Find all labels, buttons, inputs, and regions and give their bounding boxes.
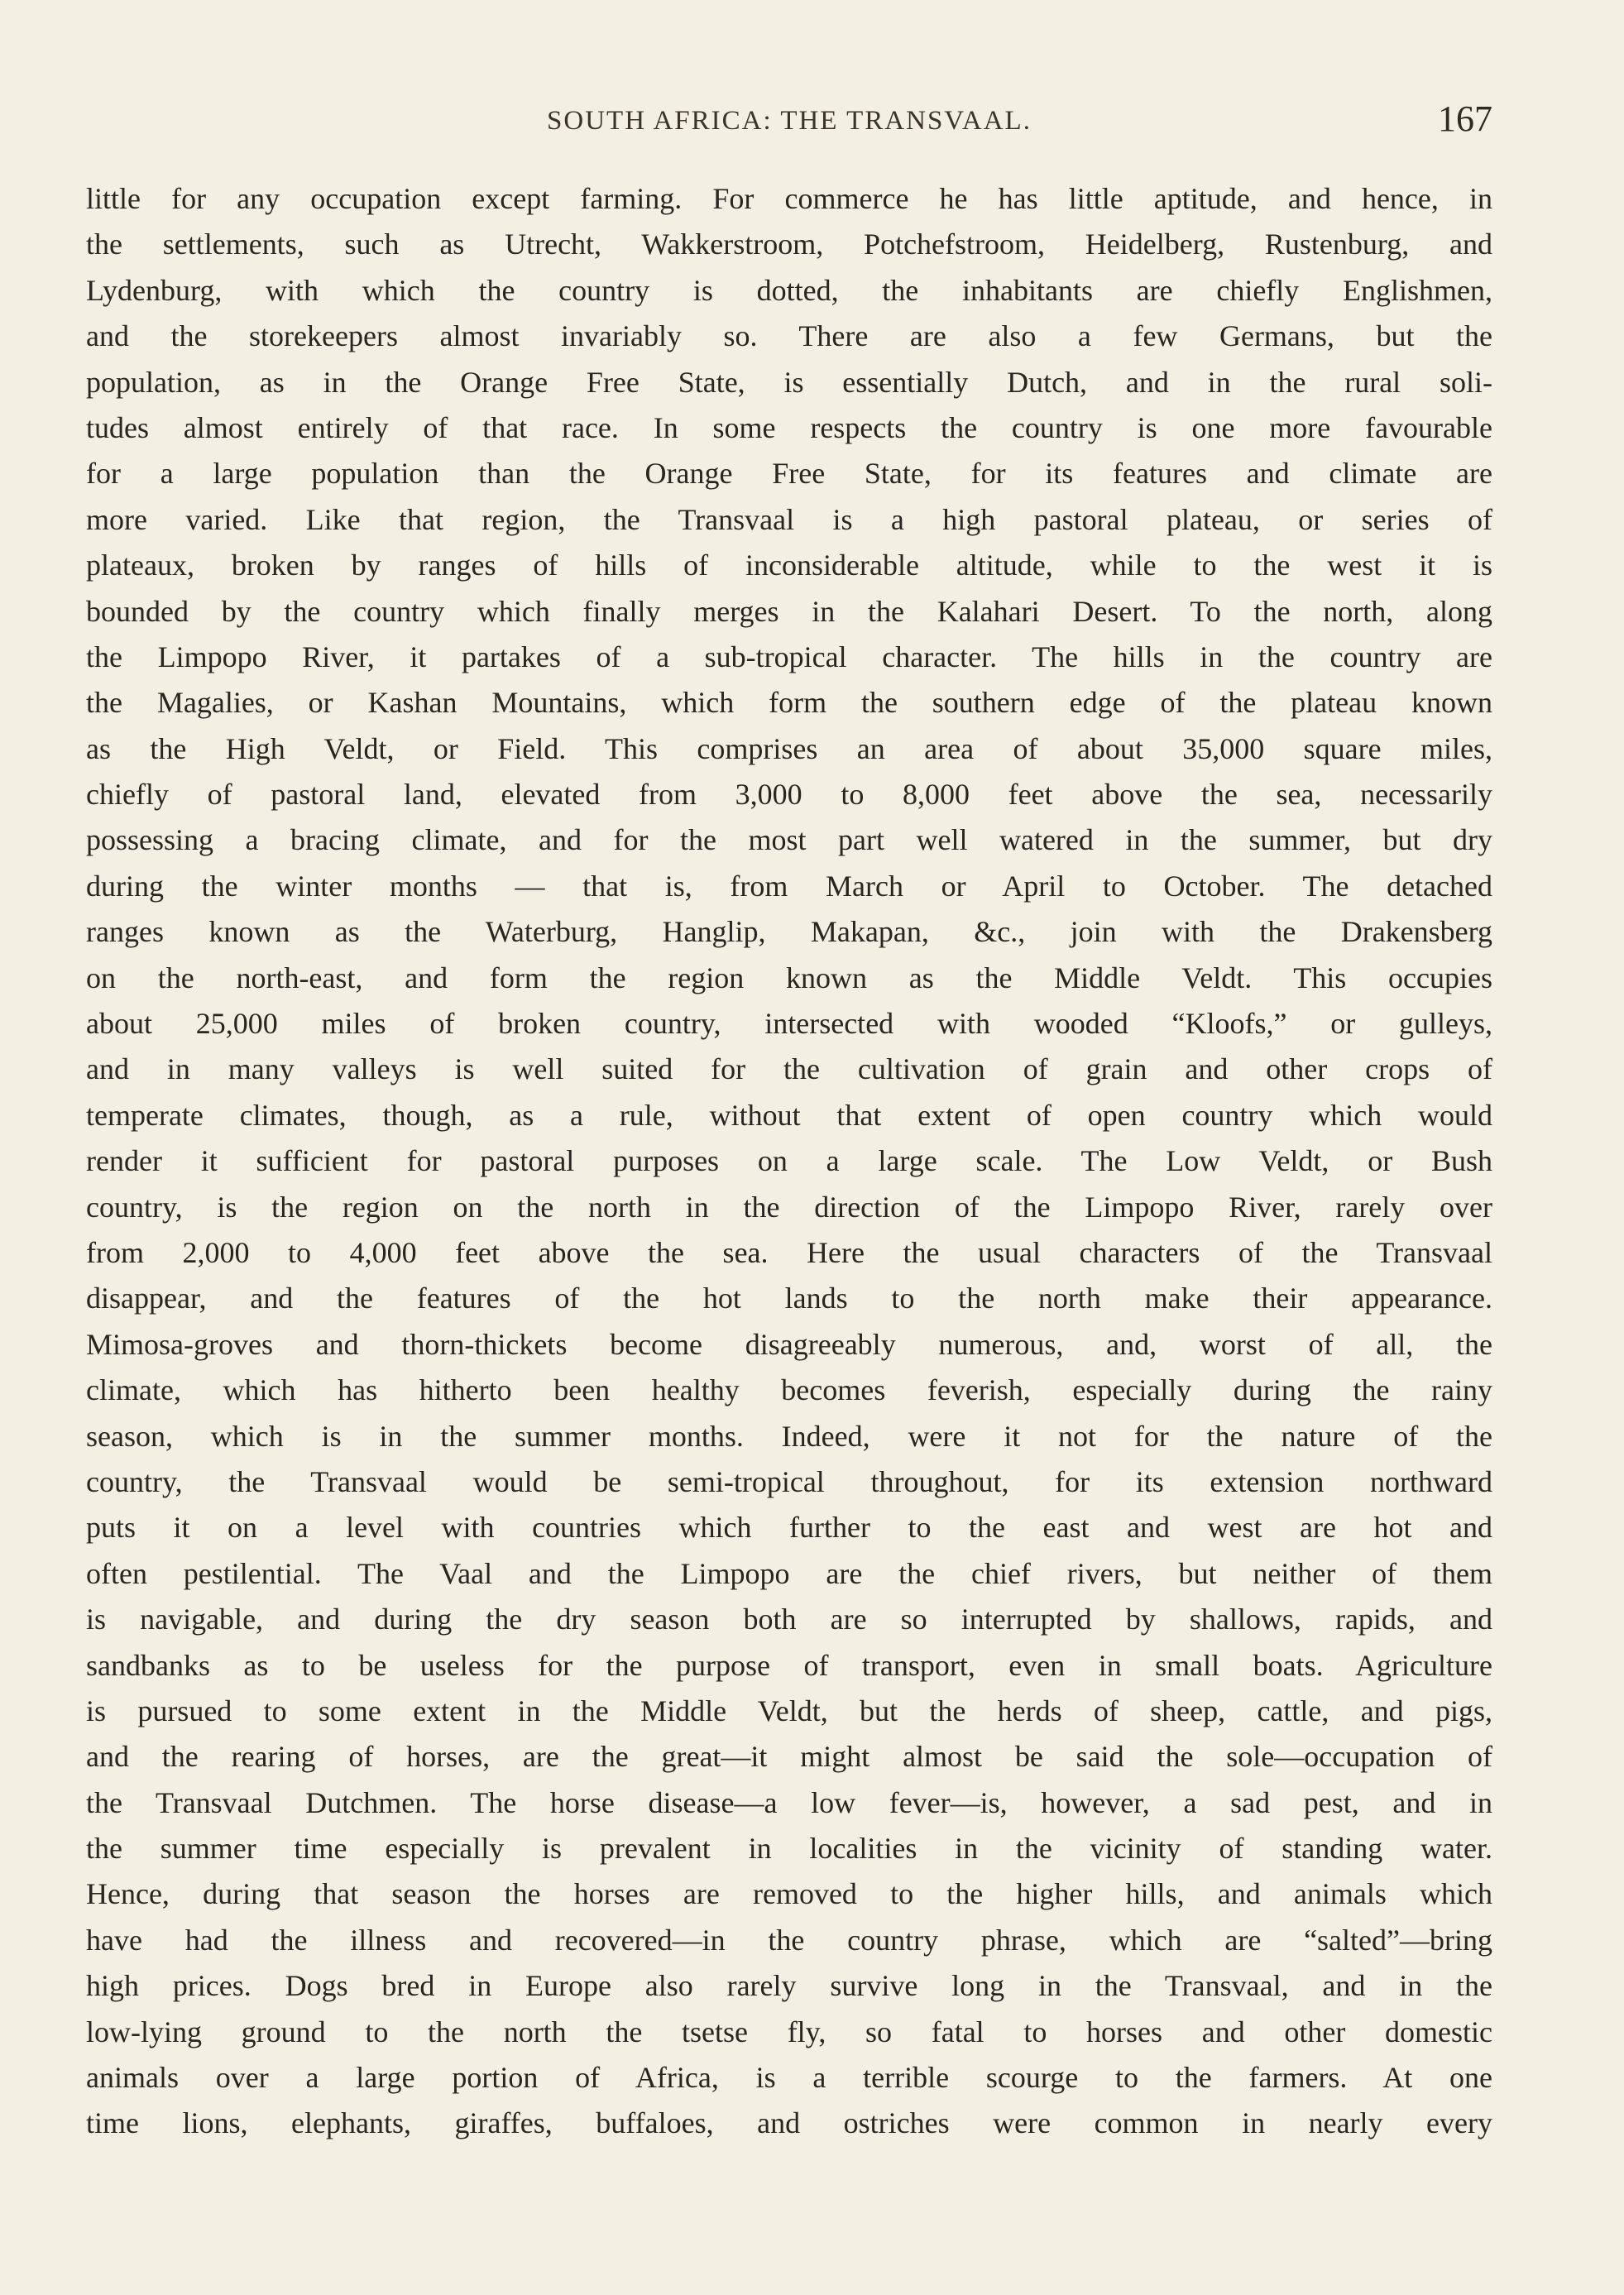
text-line: and the storekeepers almost invariably so. There are also a few Germans, but the: [86, 319, 1492, 353]
body-text: [86, 176, 1492, 2147]
page-header: [86, 98, 1492, 147]
text-line: season, which is in the summer months. Indeed, were it not for the nature of the: [86, 1419, 1492, 1453]
text-line: chiefly of pastoral land, elevated from 3,000 to 8,000 feet above the sea, necessarily: [86, 778, 1492, 812]
text-line: low-lying ground to the north the tsetse fly, so fatal to horses and other domestic: [86, 2015, 1492, 2048]
text-line: tudes almost entirely of that race. In some respects the country is one more favourable: [86, 410, 1492, 444]
text-line: plateaux, broken by ranges of hills of inconsiderable altitude, while to the west it is: [86, 549, 1492, 582]
text-line: and in many valleys is well suited for the cultivation of grain and other crops of: [86, 1052, 1492, 1086]
text-line: sandbanks as to be useless for the purpose of transport, even in small boats. Agriculture: [86, 1648, 1492, 1682]
text-line: is navigable, and during the dry season both are so interrupted by shallows, rapids, and: [86, 1603, 1492, 1636]
text-line: high prices. Dogs bred in Europe also rarely survive long in the Transvaal, and in the: [86, 1969, 1492, 2003]
text-line: the Magalies, or Kashan Mountains, which form the southern edge of the plateau known: [86, 686, 1492, 720]
text-line: Mimosa-groves and thorn-thickets become disagreeably numerous, and, worst of all, the: [86, 1327, 1492, 1361]
text-line: on the north-east, and form the region known as the Middle Veldt. This occupies: [86, 961, 1492, 994]
running-title: SOUTH AFRICA: THE TRANSVAAL.: [547, 106, 1032, 136]
text-line: possessing a bracing climate, and for the most part well watered in the summer, but dry: [86, 823, 1492, 857]
text-line: disappear, and the features of the hot lands to the north make their appearance.: [86, 1282, 1492, 1315]
text-line: more varied. Like that region, the Transvaal is a high pastoral plateau, or series of: [86, 502, 1492, 536]
text-line: from 2,000 to 4,000 feet above the sea. Here the usual characters of the Transvaal: [86, 1235, 1492, 1269]
text-line: during the winter months — that is, from March or April to October. The detached: [86, 869, 1492, 903]
text-line: animals over a large portion of Africa, is a terrible scourge to the farmers. At one: [86, 2061, 1492, 2095]
text-line: the summer time especially is prevalent in localities in the vicinity of standing water.: [86, 1832, 1492, 1866]
text-line: the settlements, such as Utrecht, Wakkerstroom, Potchefstroom, Heidelberg, Rustenburg, and: [86, 228, 1492, 261]
text-line: time lions, elephants, giraffes, buffaloes, and ostriches were common in nearly every: [86, 2106, 1492, 2140]
text-line: the Transvaal Dutchmen. The horse disease—a low fever—is, however, a sad pest, and in: [86, 1785, 1492, 1819]
text-line: little for any occupation except farming. For commerce he has little aptitude, and hence, in: [86, 182, 1492, 215]
text-line: and the rearing of horses, are the great—it might almost be said the sole—occupation of: [86, 1740, 1492, 1774]
text-line: render it sufficient for pastoral purposes on a large scale. The Low Veldt, or Bush: [86, 1144, 1492, 1178]
text-line: as the High Veldt, or Field. This comprises an area of about 35,000 square miles,: [86, 731, 1492, 765]
text-line: the Limpopo River, it partakes of a sub-tropical character. The hills in the country are: [86, 640, 1492, 673]
text-line: have had the illness and recovered—in the country phrase, which are “salted”—bring: [86, 1923, 1492, 1957]
text-line: bounded by the country which finally merges in the Kalahari Desert. To the north, along: [86, 594, 1492, 628]
text-line: Lydenburg, with which the country is dotted, the inhabitants are chiefly Englishmen,: [86, 273, 1492, 307]
text-line: climate, which has hitherto been healthy becomes feverish, especially during the rainy: [86, 1373, 1492, 1407]
text-line: for a large population than the Orange Free State, for its features and climate are: [86, 457, 1492, 491]
text-line: is pursued to some extent in the Middle Veldt, but the herds of sheep, cattle, and pigs,: [86, 1694, 1492, 1727]
text-line: puts it on a level with countries which further to the east and west are hot and: [86, 1511, 1492, 1545]
page-number: 167: [1438, 98, 1492, 139]
text-line: often pestilential. The Vaal and the Limpopo are the chief rivers, but neither of them: [86, 1556, 1492, 1590]
text-line: temperate climates, though, as a rule, without that extent of open country which would: [86, 1098, 1492, 1132]
text-line: country, is the region on the north in the direction of the Limpopo River, rarely over: [86, 1190, 1492, 1224]
text-line: ranges known as the Waterburg, Hanglip, Makapan, &c., join with the Drakensberg: [86, 915, 1492, 949]
text-line: population, as in the Orange Free State, is essentially Dutch, and in the rural soli-: [86, 365, 1492, 399]
text-line: about 25,000 miles of broken country, intersected with wooded “Kloofs,” or gulleys,: [86, 1007, 1492, 1041]
text-line: Hence, during that season the horses are removed to the higher hills, and animals which: [86, 1877, 1492, 1911]
text-line: country, the Transvaal would be semi-tropical throughout, for its extension northward: [86, 1464, 1492, 1498]
